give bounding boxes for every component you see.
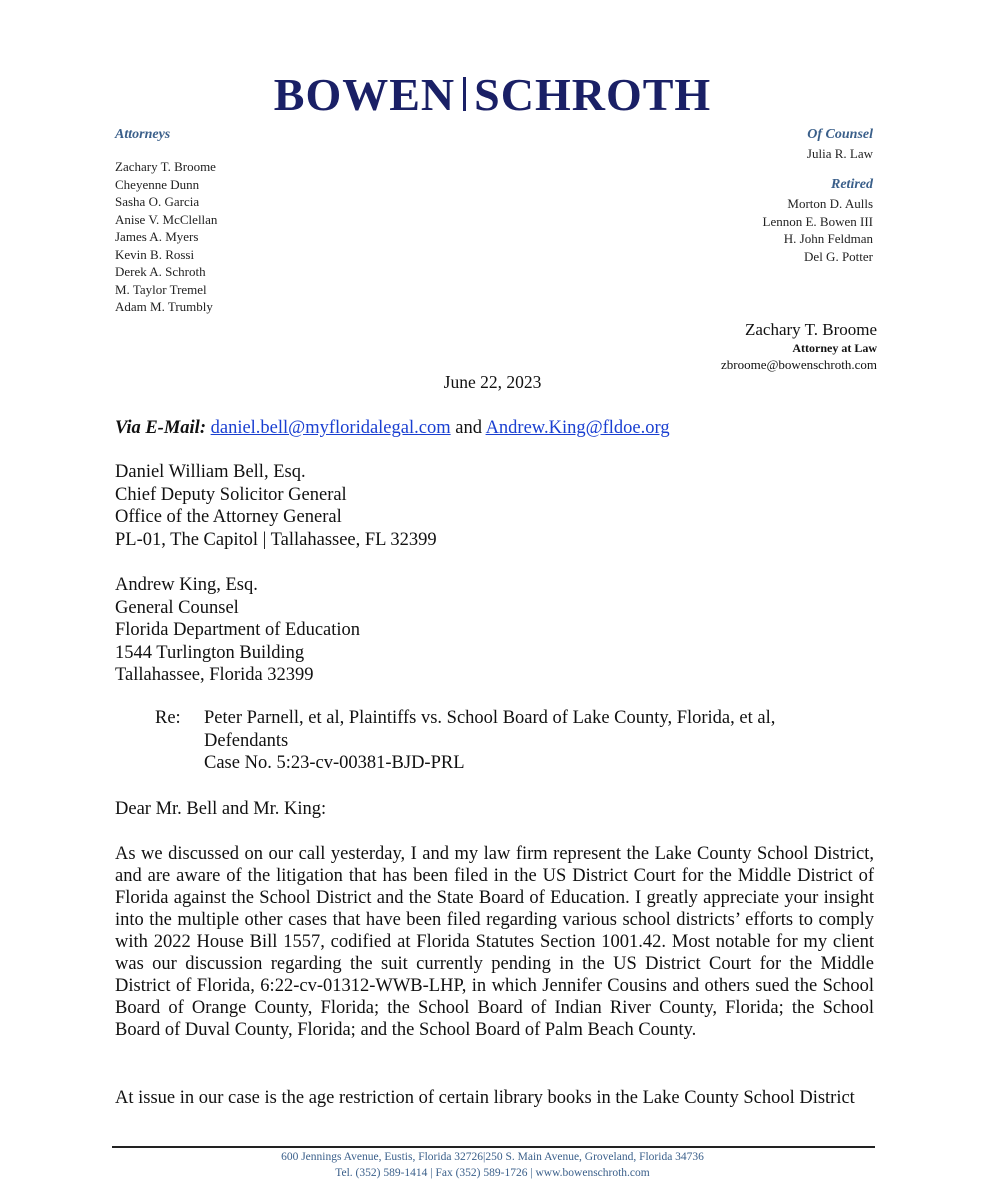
recipient-address-bell (115, 461, 437, 551)
footer-divider (112, 1146, 875, 1148)
firm-logo (0, 68, 985, 121)
sender-email: zbroome@bowenschroth.com (720, 357, 877, 372)
via-email-line (115, 418, 670, 439)
logo-divider (463, 77, 466, 111)
email-link-bell[interactable]: daniel.bell@myfloridalegal.com (210, 418, 451, 438)
letter-date: June 22, 2023 (443, 372, 542, 392)
of-counsel-name: Julia R. Law (806, 146, 873, 161)
of-counsel-heading: Of Counsel (807, 127, 873, 142)
body-paragraph-2: At issue in our case is the age restriction of certain library books in the Lake County School District (115, 1088, 855, 1108)
attorneys-list (115, 158, 217, 316)
address-line: Andrew King, Esq. (115, 575, 258, 595)
re-line: Peter Parnell, et al, Plaintiffs vs. School Board of Lake County, Florida, et al, (204, 708, 776, 728)
email-link-king[interactable]: Andrew.King@fldoe.org (485, 418, 670, 438)
attorneys-heading: Attorneys (115, 127, 171, 142)
re-line: Case No. 5:23-cv-00381-BJD-PRL (204, 753, 465, 773)
body-paragraph-1: As we discussed on our call yesterday, I and my law firm represent the Lake County School District, and are aware of the litigation that has been filed in the US District Court for the Middle District of Florida against the School District and the State Board of Education. I greatly appreciate your insight into the multiple other cases that have been filed regarding various school districts’ efforts to comply with 2022 House Bill 1557, codified at Florida Statutes Section 1001.42. Most notable for my client was our discussion regarding the suit currently pending in the US District Court for the Middle District of Florida, 6:22-cv-01312-WWB-LHP, in which Jennifer Cousins and others sued the School Board of Orange County, Florida; the School Board of Indian River County, Florida; the School Board of Duval County, Florida; and the School Board of Palm Beach County. (115, 844, 874, 1040)
retired-name: Del G. Potter (804, 248, 873, 264)
attorney-name: Adam M. Trumbly (115, 299, 213, 314)
re-line: Defendants (204, 730, 289, 751)
attorney-name: Derek A. Schroth (115, 264, 206, 279)
salutation: Dear Mr. Bell and Mr. King: (115, 799, 327, 819)
address-line: Office of the Attorney General (115, 507, 342, 527)
firm-name-left: BOWEN (273, 69, 456, 120)
address-line: 1544 Turlington Building (115, 642, 305, 663)
retired-name: Lennon E. Bowen III (762, 213, 873, 229)
sender-name: Zachary T. Broome (744, 320, 877, 339)
address-line: Daniel William Bell, Esq. (115, 462, 306, 482)
recipient-address-king (115, 574, 360, 687)
attorney-name: Sasha O. Garcia (115, 194, 200, 209)
attorney-name: Cheyenne Dunn (115, 176, 200, 192)
attorney-name: Zachary T. Broome (115, 159, 216, 174)
attorney-name: M. Taylor Tremel (115, 281, 207, 297)
retired-list (763, 195, 873, 265)
address-line: PL-01, The Capitol | Tallahassee, FL 32399 (115, 529, 437, 550)
retired-heading: Retired (831, 177, 873, 192)
footer-contact: Tel. (352) 589-1414 | Fax (352) 589-1726 | www.bowenschroth.com (335, 1167, 650, 1179)
via-conjunction: and (455, 418, 482, 438)
sender-title: Attorney at Law (792, 341, 877, 355)
re-label: Re: (155, 708, 181, 728)
via-label: Via E-Mail: (115, 418, 206, 438)
address-line: Tallahassee, Florida 32399 (115, 665, 314, 685)
address-line: Chief Deputy Solicitor General (115, 484, 347, 505)
attorney-name: Anise V. McClellan (115, 211, 218, 227)
attorney-name: James A. Myers (115, 229, 199, 244)
re-subject (204, 707, 775, 775)
address-line: General Counsel (115, 597, 239, 618)
retired-name: Morton D. Aulls (787, 196, 873, 211)
retired-name: H. John Feldman (783, 231, 873, 246)
address-line: Florida Department of Education (115, 620, 361, 640)
attorney-name: Kevin B. Rossi (115, 246, 195, 262)
firm-name-right: SCHROTH (474, 69, 712, 120)
of-counsel-list (807, 145, 873, 163)
footer-addresses: 600 Jennings Avenue, Eustis, Florida 32726|250 S. Main Avenue, Groveland, Florida 34736 (281, 1151, 704, 1163)
